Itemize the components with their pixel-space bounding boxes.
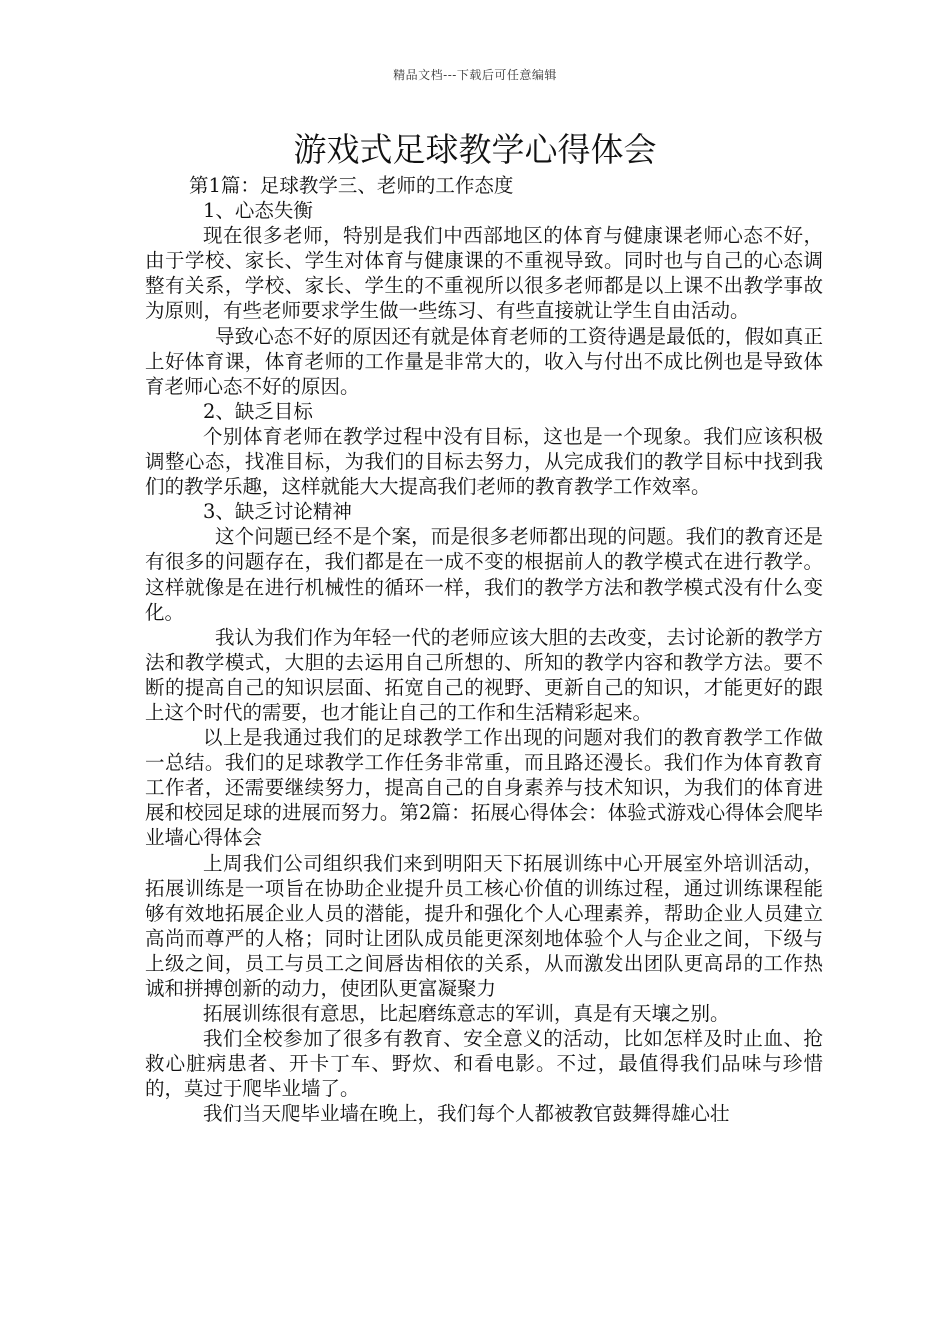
header-note: 精品文档---下载后可任意编辑 [393,68,557,82]
paragraph: 我们当天爬毕业墙在晚上，我们每个人都被教官鼓舞得雄心壮 [203,1102,730,1126]
paragraph: 我们全校参加了很多有教育、安全意义的活动，比如怎样及时止血、抢救心脏病患者、开卡丁车、野炊、和看电影。不过，最值得我们品味与珍惜的，莫过于爬毕业墙了。 [145,1027,823,1101]
paragraph: 这个问题已经不是个案，而是很多老师都出现的问题。我们的教育还是有很多的问题存在，我们都是在一成不变的根据前人的教学模式在进行教学。这样就像是在进行机械性的循环一样，我们的教学方法和教学模式没有什么变化。 [145,525,823,624]
paragraph: 拓展训练很有意思，比起磨练意志的军训，真是有天壤之别。 [203,1002,730,1026]
paragraph: 2、缺乏目标 [203,399,313,423]
document-body [145,173,823,1127]
paragraph: 个别体育老师在教学过程中没有目标，这也是一个现象。我们应该积极调整心态，找准目标，为我们的目标去努力，从完成我们的教学目标中找到我们的教学乐趣，这样就能大大提高我们老师的教育教学工作效率。 [145,424,823,499]
paragraph: 我认为我们作为年轻一代的老师应该大胆的去改变，去讨论新的教学方法和教学模式，大胆的去运用自己所想的、所知的教学内容和教学方法。要不断的提高自己的知识层面、拓宽自己的视野、更新自己的知识，才能更好的跟上这个时代的需要，也才能让自己的工作和生活精彩起来。 [145,625,823,724]
paragraph: 3、缺乏讨论精神 [203,500,352,524]
document-title: 游戏式足球教学心得体会 [293,130,657,169]
paragraph: 1、心态失衡 [203,199,313,223]
paragraph: 导致心态不好的原因还有就是体育老师的工资待遇是最低的，假如真正上好体育课，体育老师的工作量是非常大的，收入与付出不成比例也是导致体育老师心态不好的原因。 [145,324,823,398]
paragraph: 以上是我通过我们的足球教学工作出现的问题对我们的教育教学工作做一总结。我们的足球教学工作任务非常重，而且路还漫长。我们作为体育教育工作者，还需要继续努力，提高自己的自身素养与技术知识，为我们的体育进展和校园足球的进展而努力。第2篇：拓展心得体会：体验式游戏心得体会爬毕业墙心得体会 [145,726,823,850]
paragraph: 第1篇：足球教学三、老师的工作态度 [189,174,514,197]
paragraph: 上周我们公司组织我们来到明阳天下拓展训练中心开展室外培训活动，拓展训练是一项旨在协助企业提升员工核心价值的训练过程，通过训练课程能够有效地拓展企业人员的潜能，提升和强化个人心理素养，帮助企业人员建立高尚而尊严的人格；同时让团队成员能更深刻地体验个人与企业之间，下级与上级之间，员工与员工之间唇齿相依的关系，从而激发出团队更高昂的工作热诚和拼搏创新的动力，使团队更富凝聚力 [145,851,823,1000]
paragraph: 现在很多老师，特别是我们中西部地区的体育与健康课老师心态不好，由于学校、家长、学生对体育与健康课的不重视导致。同时也与自己的心态调整有关系，学校、家长、学生的不重视所以很多老师都是以上课不出教学事故为原则，有些老师要求学生做一些练习、有些直接就让学生自由活动。 [145,224,823,323]
